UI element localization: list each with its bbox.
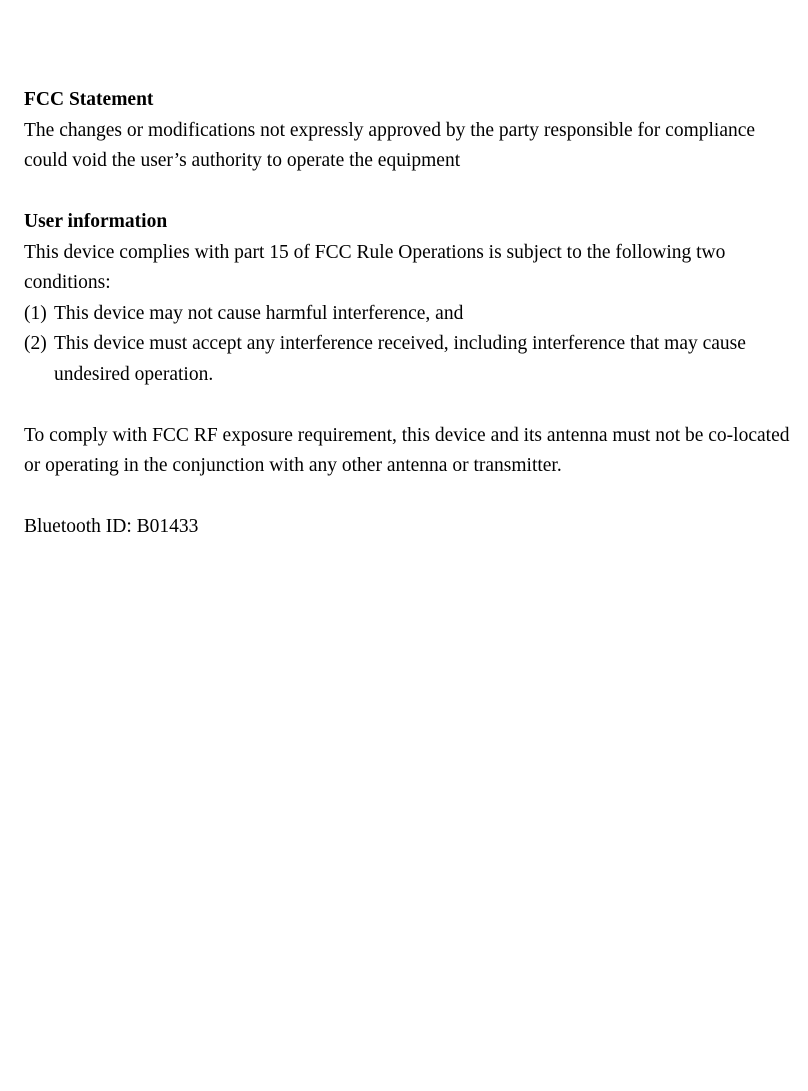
fcc-statement-heading: FCC Statement bbox=[24, 89, 154, 110]
condition-text: This device may not cause harmful interference, and bbox=[54, 302, 464, 324]
document-page bbox=[24, 85, 794, 543]
user-information-intro: This device complies with part 15 of FCC Rule Operations is subject to the following two conditions: bbox=[24, 241, 726, 293]
bluetooth-section bbox=[24, 512, 794, 543]
section-spacer bbox=[24, 177, 794, 208]
rf-exposure-section bbox=[24, 421, 794, 482]
user-information-heading: User information bbox=[24, 211, 168, 232]
condition-item-1 bbox=[24, 299, 794, 330]
condition-item-2 bbox=[24, 329, 794, 390]
fcc-statement-body: The changes or modifications not expressly approved by the party responsible for compliance could void the user’s authority to operate the equipment bbox=[24, 119, 756, 171]
condition-number: (2) bbox=[24, 333, 47, 354]
user-information-section bbox=[24, 207, 794, 390]
section-spacer bbox=[24, 390, 794, 421]
condition-number: (1) bbox=[24, 302, 47, 324]
section-spacer bbox=[24, 482, 794, 513]
condition-text: This device must accept any interference received, including interference that may cause undesired operation. bbox=[54, 333, 746, 385]
bluetooth-id: Bluetooth ID: B01433 bbox=[24, 516, 199, 537]
fcc-statement-section bbox=[24, 85, 794, 177]
rf-exposure-body: To comply with FCC RF exposure requirement, this device and its antenna must not be co-located or operating in the conjunction with any other antenna or transmitter. bbox=[24, 424, 790, 476]
